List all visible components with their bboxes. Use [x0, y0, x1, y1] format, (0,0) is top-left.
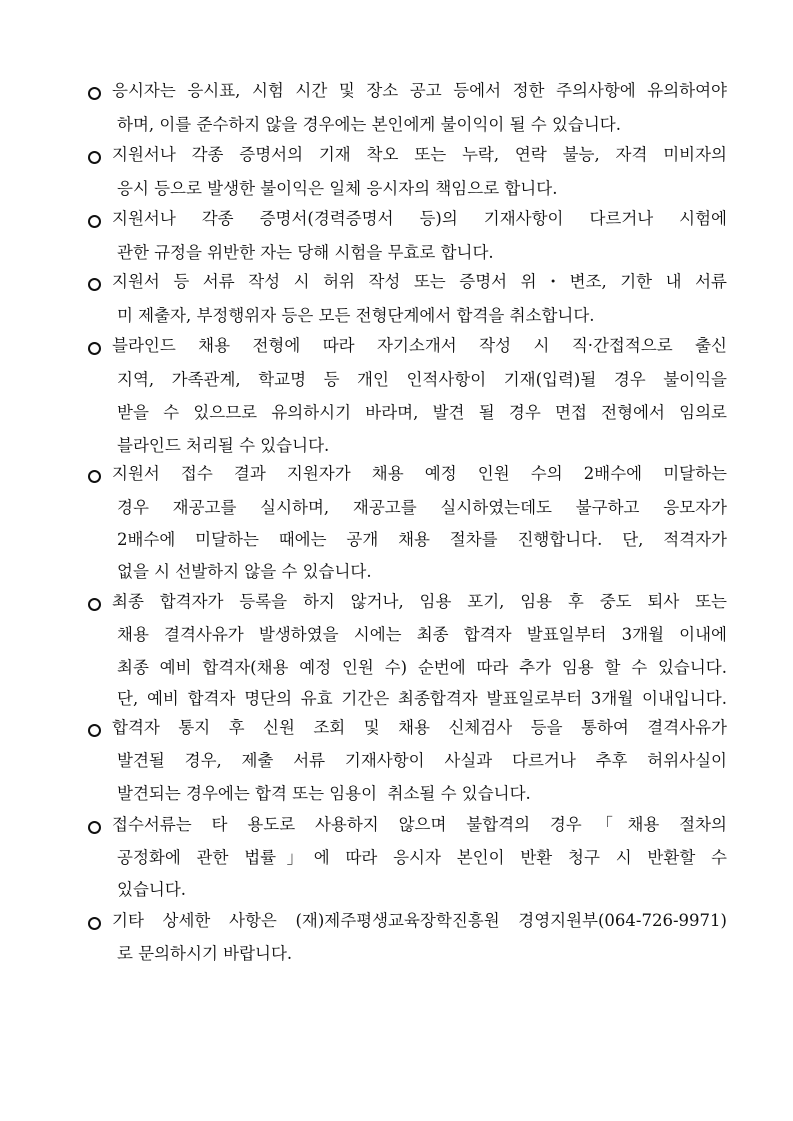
- notice-line: 지원서나 각종 증명서(경력증명서 등)의 기재사항이 다르거나 시험에: [112, 209, 727, 228]
- notice-line: 응시 등으로 발생한 불이익은 일체 응시자의 책임으로 합니다.: [117, 179, 558, 198]
- notice-line: 지원서 접수 결과 지원자가 채용 예정 인원 수의 2배수에 미달하는: [112, 464, 727, 483]
- circle-bullet-icon: [88, 470, 101, 483]
- notice-line: 지원서나 각종 증명서의 기재 착오 또는 누락, 연락 불능, 자격 미비자의: [112, 145, 727, 164]
- notice-line: 없을 시 선발하지 않을 수 있습니다.: [117, 562, 372, 581]
- notice-line: 발견되는 경우에는 합격 또는 임용이 취소될 수 있습니다.: [117, 784, 531, 803]
- notice-line: 관한 규정을 위반한 자는 당해 시험을 무효로 합니다.: [117, 243, 494, 262]
- circle-bullet-icon: [88, 917, 101, 930]
- circle-bullet-icon: [88, 821, 101, 834]
- notice-line: 채용 결격사유가 발생하였을 시에는 최종 합격자 발표일부터 3개월 이내에: [117, 625, 727, 644]
- notice-line: 경우 재공고를 실시하며, 재공고를 실시하였는데도 불구하고 응모자가: [117, 498, 727, 517]
- notice-line: 있습니다.: [117, 880, 187, 899]
- notice-line: 2배수에 미달하는 때에는 공개 채용 절차를 진행합니다. 단, 적격자가: [117, 530, 727, 549]
- notice-line: 블라인드 채용 전형에 따라 자기소개서 작성 시 직·간접적으로 출신: [112, 336, 727, 355]
- notice-line: 지역, 가족관계, 학교명 등 개인 인적사항이 기재(입력)될 경우 불이익을: [117, 370, 727, 389]
- notice-line: 합격자 통지 후 신원 조회 및 채용 신체검사 등을 통하여 결격사유가: [112, 718, 727, 737]
- notice-line: 블라인드 처리될 수 있습니다.: [117, 436, 330, 455]
- notice-line: 발견될 경우, 제출 서류 기재사항이 사실과 다르거나 추후 허위사실이: [117, 751, 727, 770]
- circle-bullet-icon: [88, 215, 101, 228]
- circle-bullet-icon: [88, 724, 101, 737]
- notice-line: 공정화에 관한 법률」에 따라 응시자 본인이 반환 청구 시 반환할 수: [117, 848, 727, 867]
- notice-line: 최종 합격자가 등록을 하지 않거나, 임용 포기, 임용 후 중도 퇴사 또는: [112, 592, 727, 611]
- notice-line: 기타 상세한 사항은 (재)제주평생교육장학진흥원 경영지원부(064-726-9971): [112, 911, 727, 930]
- circle-bullet-icon: [88, 342, 101, 355]
- notice-line: 접수서류는 타 용도로 사용하지 않으며 불합격의 경우「채용 절차의: [112, 815, 727, 834]
- circle-bullet-icon: [88, 598, 101, 611]
- notice-line: 하며, 이를 준수하지 않을 경우에는 본인에게 불이익이 될 수 있습니다.: [117, 115, 621, 134]
- notice-line: 받을 수 있으므로 유의하시기 바라며, 발견 될 경우 면접 전형에서 임의로: [117, 403, 727, 422]
- circle-bullet-icon: [88, 87, 101, 100]
- notice-line: 지원서 등 서류 작성 시 허위 작성 또는 증명서 위・변조, 기한 내 서류: [112, 272, 727, 291]
- notice-line: 로 문의하시기 바랍니다.: [117, 944, 293, 963]
- notice-line: 미 제출자, 부정행위자 등은 모든 전형단계에서 합격을 취소합니다.: [117, 306, 595, 325]
- circle-bullet-icon: [88, 151, 101, 164]
- notice-line: 최종 예비 합격자(채용 예정 인원 수) 순번에 따라 추가 임용 할 수 있습니다.: [117, 658, 727, 677]
- notice-line: 응시자는 응시표, 시험 시간 및 장소 공고 등에서 정한 주의사항에 유의하여야: [112, 81, 727, 100]
- notice-line: 단, 예비 합격자 명단의 유효 기간은 최종합격자 발표일로부터 3개월 이내입니다.: [117, 689, 727, 708]
- circle-bullet-icon: [88, 278, 101, 291]
